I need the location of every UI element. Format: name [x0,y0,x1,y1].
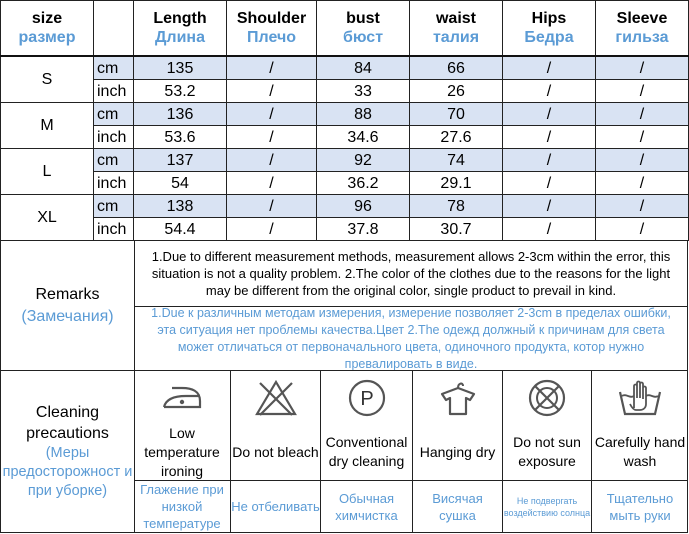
cleaning-label-en-1: Cleaning [35,404,100,421]
hips-cell: / [503,172,596,195]
length-cell: 54 [134,172,227,195]
header-length: Length Длина [134,1,227,57]
hips-cell: / [503,80,596,103]
header-unit [94,1,134,57]
care-item [592,371,688,532]
hips-cell: / [503,56,596,80]
header-bust: bust бюст [317,1,410,57]
length-cell: 53.2 [134,80,227,103]
care-item [134,371,231,532]
table-row [1,103,689,126]
length-cell: 136 [134,103,227,126]
bust-cell: 36.2 [317,172,410,195]
cleaning-label [1,371,135,532]
care-item [413,371,503,532]
shoulder-cell: / [227,149,317,172]
header-waist: waist талия [410,1,503,57]
care-item [231,371,321,532]
care-label-en: Low temperature ironing [134,424,230,481]
unit-label: inch [94,80,134,103]
bust-cell: 88 [317,103,410,126]
waist-cell: 26 [410,80,503,103]
cleaning-label-en-2: precautions [26,425,109,442]
unit-label: cm [94,103,134,126]
waist-cell: 29.1 [410,172,503,195]
table-row [1,56,689,80]
hang-dry-icon [413,371,502,424]
header-hips: Hips Бедра [503,1,596,57]
unit-label: inch [94,172,134,195]
waist-cell: 70 [410,103,503,126]
care-item [503,371,592,532]
care-label-ru: Висячая сушка [432,490,483,523]
sleeve-cell: / [596,218,689,241]
unit-label: cm [94,149,134,172]
care-label-en: Carefully hand wash [592,424,688,481]
size-label: L [1,149,94,195]
shoulder-cell: / [227,126,317,149]
table-row [1,218,689,241]
shoulder-cell: / [227,172,317,195]
hand-wash-icon [592,371,688,424]
waist-cell: 74 [410,149,503,172]
remarks-label-ru: (Замечания) [21,307,114,325]
unit-label: cm [94,56,134,80]
table-row [1,126,689,149]
care-label-ru: Обычная химчистка [335,490,398,523]
hips-cell: / [503,126,596,149]
size-label: XL [1,195,94,241]
do-not-bleach-icon [231,371,320,424]
waist-cell: 78 [410,195,503,218]
care-item [321,371,413,532]
hips-cell: / [503,103,596,126]
bust-cell: 92 [317,149,410,172]
waist-cell: 66 [410,56,503,80]
table-row [1,80,689,103]
bust-cell: 34.6 [317,126,410,149]
bust-cell: 37.8 [317,218,410,241]
sleeve-cell: / [596,126,689,149]
no-sun-icon [503,371,591,424]
unit-label: cm [94,195,134,218]
header-row [1,1,689,57]
length-cell: 54.4 [134,218,227,241]
svg-text:P: P [359,387,374,410]
sleeve-cell: / [596,56,689,80]
bust-cell: 84 [317,56,410,80]
shoulder-cell: / [227,80,317,103]
remarks-label-en: Remarks [35,285,100,303]
care-label-ru: Не подвергать воздействию солнца [503,495,591,518]
shoulder-cell: / [227,195,317,218]
care-label-en: Do not sun exposure [503,424,591,481]
bust-cell: 96 [317,195,410,218]
hips-cell: / [503,195,596,218]
waist-cell: 27.6 [410,126,503,149]
remarks-text-en: 1.Due to different measurement methods, measurement allows 2-3cm within the error, this situation is not a quality problem. 2.The color of the clothes due to the reasons for the light may be different from the original color, single product to prevail in kind. [135,241,687,307]
table-row [1,195,689,218]
unit-label: inch [94,126,134,149]
length-cell: 135 [134,56,227,80]
size-rows [1,56,689,241]
hips-cell: / [503,218,596,241]
size-label: S [1,56,94,103]
shoulder-cell: / [227,103,317,126]
size-label: M [1,103,94,149]
low-temperature-iron-icon [134,371,230,424]
care-label-ru: Глажение при низкой температуре [140,482,224,531]
sleeve-cell: / [596,172,689,195]
waist-cell: 30.7 [410,218,503,241]
remarks-label [1,241,135,370]
remarks-text-ru: 1.Due к различным методам измерения, измерение позволяет 2-3cm в пределах ошибки, эта ситуация нет проблемы качества.Цвет 2.The одежд должный к причинам для света может отличаться от первоначального цвета, одиночного продукта, котор нужно превалировать в виде. [151,306,671,371]
remarks-section [0,240,688,371]
shoulder-cell: / [227,218,317,241]
length-cell: 53.6 [134,126,227,149]
bust-cell: 33 [317,80,410,103]
unit-label: inch [94,218,134,241]
care-label-en: Do not bleach [231,424,320,481]
cleaning-label-ru: (Меры предосторожност и при уборке) [2,445,133,499]
header-shoulder: Shoulder Плечо [227,1,317,57]
table-row [1,172,689,195]
sleeve-cell: / [596,195,689,218]
care-label-en: Hanging dry [413,424,502,481]
care-label-ru: Тщательно мыть руки [606,490,674,523]
length-cell: 137 [134,149,227,172]
header-sleeve: Sleeve гильза [596,1,689,57]
dry-clean-icon [321,371,412,424]
hips-cell: / [503,149,596,172]
shoulder-cell: / [227,56,317,80]
care-label-en: Conventional dry cleaning [321,424,412,481]
length-cell: 138 [134,195,227,218]
header-size: size размер [1,1,94,57]
sleeve-cell: / [596,80,689,103]
cleaning-section [0,370,688,533]
sleeve-cell: / [596,103,689,126]
care-label-ru: Не отбеливать [231,499,320,514]
size-table [0,0,689,241]
sleeve-cell: / [596,149,689,172]
table-row [1,149,689,172]
